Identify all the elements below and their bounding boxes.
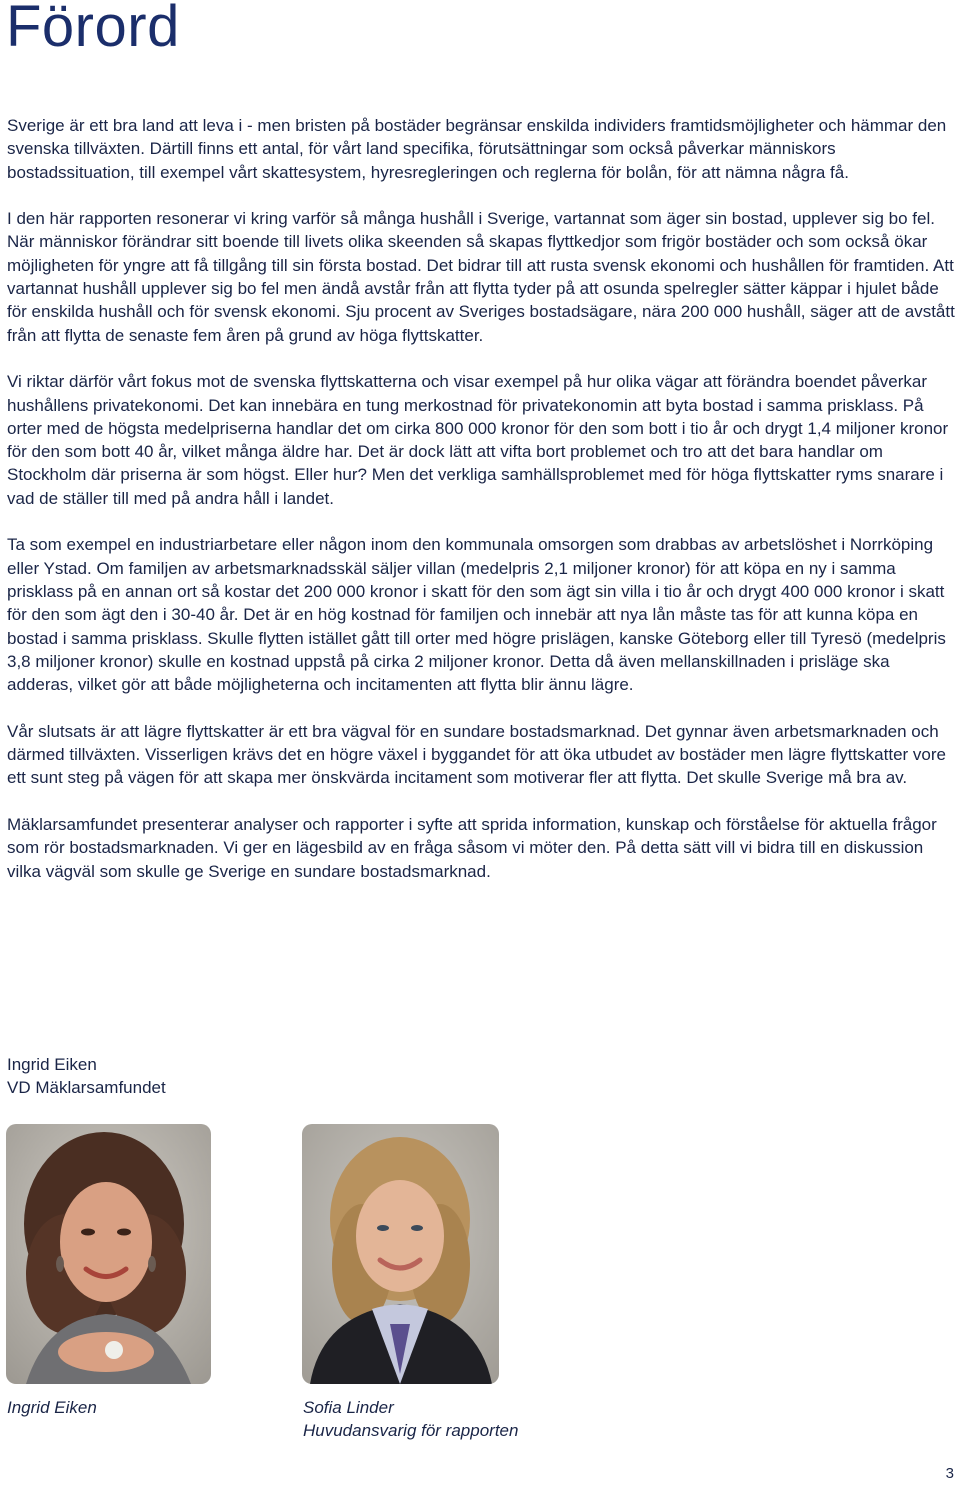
paragraph-4: Ta som exempel en industriarbetare eller någon inom den kommunala omsorgen som drabbas av arbetslöshet i Norrköping eller Ystad. Om familjen av arbetsmarknadsskäl säljer villan (medelpris 2,1 miljoner kronor) för att köpa en ny i samma prisklass på en annan ort så kostar det 200 000 kronor i skatt för den som ägt sin villa i tio år och drygt 400 000 kronor i skatt för den som ägt den i 30-40 år. Det är en hög kostnad för familjen och innebär att nya lån måste tas för att kunna köpa en bostad i samma prisklass. Skulle flytten istället gått till orter med högre prislägen, kanske Göteborg eller till Tyresö (medelpris 3,8 miljoner kronor) skulle en kostnad uppstå på cirka 2 miljoner kronor. Detta då även mellanskillnaden i prisläge ska adderas, vilket gör att både möjligheterna och incitamenten att flytta blir ännu lägre.: [7, 535, 946, 695]
photo-caption-1-name: Ingrid Eiken: [7, 1398, 97, 1417]
portrait-photo-sofia-linder: [302, 1124, 499, 1384]
portrait-photo-ingrid-eiken: [6, 1124, 211, 1384]
paragraph-3: Vi riktar därför vårt fokus mot de svenska flyttskatterna och visar exempel på hur olika vägar att förändra boendet påverkar hushållens privatekonomi. Det kan innebära en tung merkostnad för privatekonomin att byta bostad i samma prisklass. På orter med de högsta medelpriserna handlar det om cirka 800 000 kronor för den som bott i tio år och drygt 1,4 miljoner kronor för den som bott 40 år, vilket många äldre har. Det är dock lätt att vifta bort problemet och tro att det bara handlar om Stockholm där priserna är som högst. Eller hur? Men det verkliga samhällsproblemet med för höga flyttskatter ryms snarare i vad de ställer till med på andra håll i landet.: [7, 372, 949, 508]
signature-block: [7, 1053, 166, 1100]
paragraph-1: Sverige är ett bra land att leva i - men bristen på bostäder begränsar enskilda individers framtidsmöjligheter och hämmar den svenska tillväxten. Därtill finns ett antal, för vårt land specifika, förutsättningar som också påverkar människors bostadssituation, till exempel vårt skattesystem, hyresregleringen och reglerna för bolån, för att nämna några få.: [7, 116, 947, 182]
body-text: [7, 114, 955, 906]
photo-caption-2-name: Sofia Linder: [303, 1398, 394, 1417]
photo-caption-1: [7, 1396, 97, 1419]
page-number: 3: [945, 1465, 954, 1482]
photo-caption-2-role: Huvudansvarig för rapporten: [303, 1421, 519, 1441]
paragraph-6: Mäklarsamfundet presenterar analyser och rapporter i syfte att sprida information, kunskap och förståelse för aktuella frågor som rör bostadsmarknaden. Vi ger en lägesbild av en fråga såsom vi möter den. På detta sätt vill vi bidra till en diskussion vilka vägväl som skulle ge Sverige en sundare bostadsmarknad.: [7, 814, 937, 881]
signature-role: VD Mäklarsamfundet: [7, 1078, 166, 1098]
photo-caption-2: [303, 1396, 518, 1443]
paragraph-2: I den här rapporten resonerar vi kring varför så många hushåll i Sverige, vartannat som äger sin bostad, upplever sig bo fel. När människor förändrar sitt boende till livets olika skeenden så skapas flyttkedjor som frigör bostäder och som också ökar möjligheten för yngre att få tillgång till sin första bostad. Det bidrar till att rusta svensk ekonomi och hushållen för framtiden. Att vartannat hushåll upplever sig bo fel men ändå avstår från att flytta tyder på att osunda spelregler sätter käppar i hjulet både för enskilda hushåll och för svensk ekonomi. Sju procent av Sveriges bostadsägare, nära 200 000 hushåll, säger att de avstått från att flytta de senaste fem åren på grund av höga flyttskatter.: [7, 209, 955, 345]
paragraph-5: Vår slutsats är att lägre flyttskatter är ett bra vägval för en sundare bostadsmarknad. Det gynnar även arbetsmarknaden och därmed tillväxten. Visserligen krävs det en högre växel i byggandet för att öka utbudet av bostäder men lägre flyttskatter vore ett sunt steg på vägen för att skapa mer önskvärda incitament som motiverar fler att flytta. Det skulle Sverige må bra av.: [7, 721, 946, 788]
signature-name: Ingrid Eiken: [7, 1055, 97, 1074]
page-title: Förord: [6, 0, 180, 59]
